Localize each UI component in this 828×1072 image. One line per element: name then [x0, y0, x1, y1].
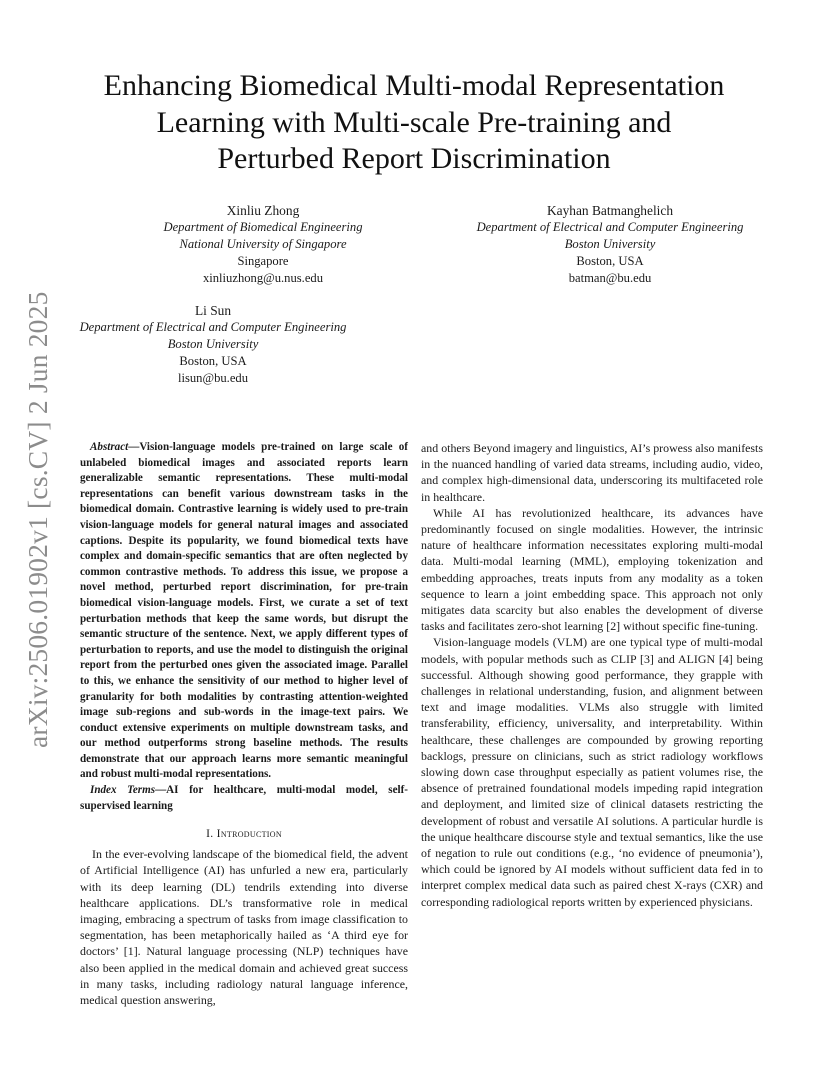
left-column — [80, 440, 408, 1008]
section-title: Introduction — [216, 827, 282, 841]
abstract-text: —Vision-language models pre-trained on large scale of unlabeled biomedical images and associated reports learn generalizable semantic representations. These multi-modal representations can benefit various downstream tasks in the biomedical domain. Contrastive learning is widely used to pre-train vision-language models for general natural images and associated captions. Despite its popularity, we found biomedical texts have complex and domain-specific semantics that are often neglected by common contrastive methods. To address this issue, we propose a novel method, perturbed report discrimination, for pre-train biomedical vision-language models. First, we curate a set of text perturbation methods that keep the same words, but disrupt the semantic structure of the sentence. Next, we apply different types of perturbation to reports, and use the model to distinguish the original report from the perturbed ones given the associated image. Parallel to this, we enhance the sensitivity of our method to higher level of granularity for both modalities by contrasting attention-weighted image sub-regions and sub-words in the image-text pairs. We conduct extensive experiments on multiple downstream tasks, and our method outperforms strong baseline methods. The results demonstrate that our approach learns more semantic meaningful and robust multi-modal representations. — [80, 441, 408, 781]
right-column — [421, 440, 763, 910]
title-line: Enhancing Biomedical Multi-modal Representation — [103, 69, 725, 102]
author-name: Li Sun — [194, 303, 232, 318]
author-location: Singapore — [237, 254, 289, 269]
author-institution: Boston University — [564, 237, 656, 252]
author-email: xinliuzhong@u.nus.edu — [202, 271, 324, 286]
title-line: Learning with Multi-scale Pre-training and — [156, 105, 672, 139]
author-institution: Boston University — [167, 337, 259, 352]
author-block-2 — [460, 202, 760, 287]
section-number: I. — [206, 827, 214, 841]
author-email: lisun@bu.edu — [177, 371, 249, 386]
body-paragraph: Vision-language models (VLM) are one typical type of multi-modal models, with popular methods such as CLIP [3] and ALIGN [4] being successful. Although showing good performance, they grapple with challenges in relational understanding, fusion, and alignment between text and image modalities. VLMs also struggle with limited transferability, efficiency, universality, and interpretability. Within healthcare, these challenges are compounded by growing reporting backlogs, pressure on clinicians, such as strict radiology workflows slowing down case throughput especially as patient volumes rise, the absence of pretrained foundational models impeding rapid integration and deployment, and limited size of clinical datasets restricting the development of robust and versatile AI solutions. A particular hurdle is the unique healthcare discourse style and textual semantics, like the use of negation to rule out conditions (e.g., ‘no evidence of pneumonia’), which could be ignored by AI models without sufficient data fed in to interpret complex medical data such as paired chest X-rays (CXR) and corresponding radiological reports written by experienced physicians. — [421, 635, 763, 909]
author-location: Boston, USA — [576, 254, 644, 269]
author-location: Boston, USA — [179, 354, 247, 369]
section-heading — [80, 826, 408, 842]
author-institution: National University of Singapore — [179, 237, 347, 252]
index-terms — [80, 783, 408, 814]
author-block-3 — [58, 302, 368, 387]
arxiv-identifier-text: arXiv:2506.01902v1 [cs.CV] 2 Jun 2025 — [22, 291, 53, 748]
body-paragraph: In the ever-evolving landscape of the biomedical field, the advent of Artificial Intelligence (AI) has unfurled a new era, particularly with its deep learning (DL) tendrils extending into diverse healthcare applications. DL’s transformative role in medical imaging, embracing a spectrum of tasks from image classification to segmentation, has been metaphorically hailed as ‘A third eye for doctors’ [1]. Natural language processing (NLP) techniques have also been applied in the medical domain and achieved great success in many tasks, including radiology natural language inference, medical question answering, — [80, 847, 408, 1008]
author-department: Department of Biomedical Engineering — [163, 220, 363, 235]
abstract-lead: Abstract — [90, 441, 129, 453]
author-name: Kayhan Batmanghelich — [546, 203, 674, 218]
author-email: batman@bu.edu — [568, 271, 652, 286]
body-paragraph: While AI has revolutionized healthcare, its advances have predominantly focused on single modalities. However, the intrinsic nature of healthcare information necessitates exploring multi-modal data. Multi-modal learning (MML), employing tokenization and embedding approaches, treats inputs from any modality as a token sequence to learn a joint embedding space. This approach not only mitigates data scarcity but also enables the development of diverse tasks and facilitates zero-shot learning [2] without specific fine-tuning. — [421, 505, 763, 634]
author-department: Department of Electrical and Computer Engineering — [476, 220, 744, 235]
index-terms-text: —AI for healthcare, multi-modal model, self-supervised learning — [80, 784, 408, 812]
paper-title — [60, 68, 768, 178]
body-paragraph: and others Beyond imagery and linguistics, AI’s prowess also manifests in the nuanced handling of varied data streams, including audio, video, and complex high-dimensional data, underscoring its multifaceted role in healthcare. — [421, 441, 763, 504]
author-block-1 — [140, 202, 386, 287]
title-line: Perturbed Report Discrimination — [217, 142, 611, 175]
index-terms-lead: Index Terms — [90, 784, 156, 797]
author-department: Department of Electrical and Computer Engineering — [79, 320, 347, 335]
abstract — [80, 440, 408, 783]
author-name: Xinliu Zhong — [226, 203, 300, 218]
arxiv-identifier-stamp — [18, 293, 58, 748]
